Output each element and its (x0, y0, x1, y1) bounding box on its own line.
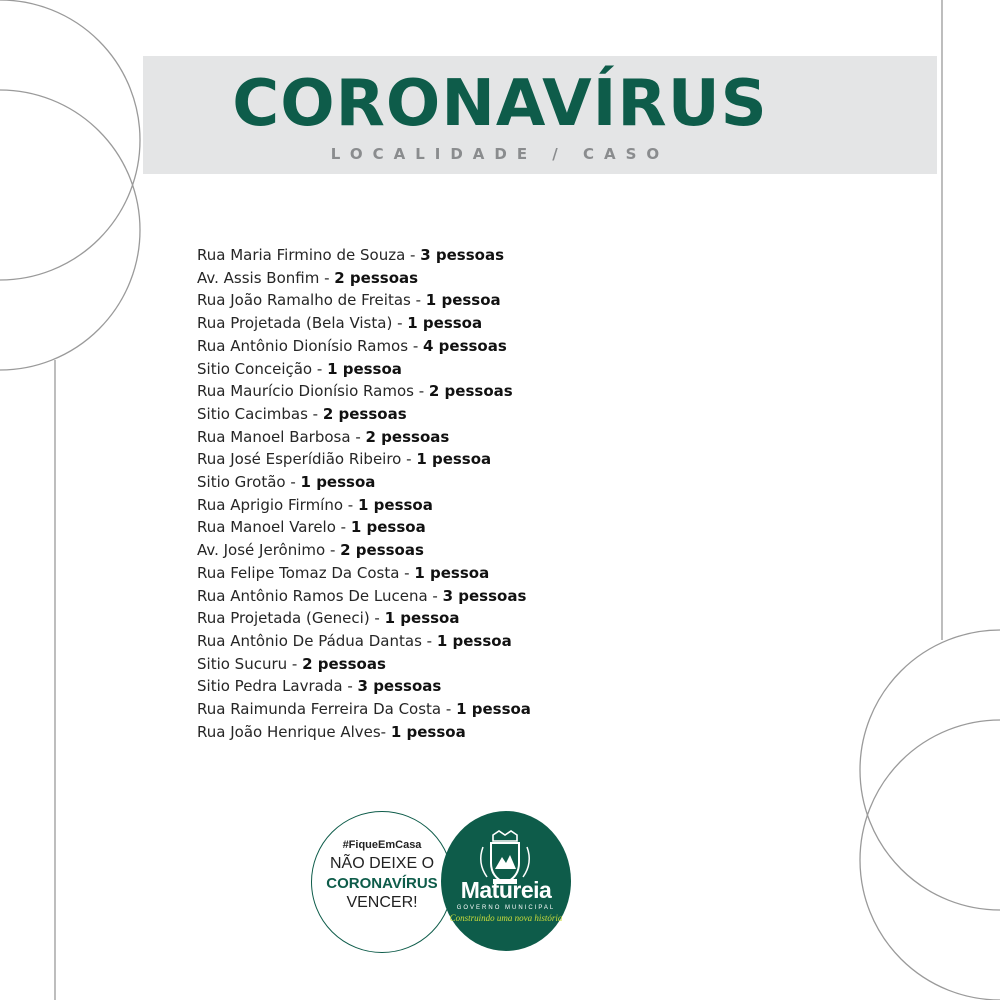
case-list-item (197, 653, 531, 676)
case-count: 2 pessoas (334, 268, 419, 287)
case-location: Rua João Ramalho de Freitas - (197, 291, 426, 310)
case-count: 1 pessoa (390, 722, 466, 741)
case-location: Rua João Henrique Alves- (197, 722, 391, 741)
case-list-item (197, 267, 531, 290)
case-list-item (197, 358, 531, 381)
case-location: Rua Manoel Varelo - (197, 518, 351, 537)
case-count: 1 pessoa (407, 314, 483, 333)
case-location: Rua Antônio De Pádua Dantas - (197, 631, 437, 650)
case-location: Sitio Cacimbas - (197, 404, 323, 423)
case-list-item (197, 585, 531, 608)
case-list-item (197, 721, 531, 744)
brand-slogan: Construindo uma nova história (449, 913, 563, 923)
case-location: Av. Assis Bonfim - (197, 268, 335, 287)
case-location: Sitio Pedra Lavrada - (197, 677, 358, 696)
case-count: 1 pessoa (327, 359, 402, 378)
case-location: Rua Antônio Ramos De Lucena - (197, 586, 443, 605)
case-location: Rua Maurício Dionísio Ramos - (197, 382, 429, 401)
campaign-line-1: NÃO DEIXE O (329, 855, 435, 872)
case-count: 1 pessoa (358, 495, 433, 514)
case-list-item (197, 380, 531, 403)
case-list-item (197, 403, 531, 426)
case-count: 1 pessoa (414, 563, 490, 582)
case-count: 1 pessoa (384, 609, 460, 628)
case-list-item (197, 630, 531, 653)
case-count: 1 pessoa (456, 700, 531, 719)
brand-subtitle: GOVERNO MUNICIPAL (456, 905, 556, 911)
case-count: 2 pessoas (322, 404, 407, 423)
case-count: 2 pessoas (428, 382, 513, 401)
case-location: Av. José Jerônimo - (197, 541, 341, 560)
case-list-item (197, 539, 531, 562)
stay-home-badge (311, 811, 453, 953)
brand-name: Matureia (460, 877, 552, 903)
case-location: Rua Felipe Tomaz Da Costa - (197, 563, 415, 582)
case-list-item (197, 675, 531, 698)
case-list (197, 244, 531, 743)
case-list-item (197, 698, 531, 721)
case-count: 3 pessoas (442, 586, 527, 605)
case-count: 2 pessoas (365, 427, 450, 446)
page-title: CORONAVÍRUS (232, 67, 768, 141)
case-list-item (197, 471, 531, 494)
case-location: Sitio Grotão - (197, 473, 301, 492)
case-list-item (197, 562, 531, 585)
campaign-line-2: CORONAVÍRUS (326, 875, 438, 892)
case-list-item (197, 289, 531, 312)
case-location: Rua Projetada (Geneci) - (197, 609, 385, 628)
case-location: Rua Aprigio Firmíno - (197, 495, 358, 514)
case-list-item (197, 244, 531, 267)
case-count: 3 pessoas (357, 677, 442, 696)
campaign-line-3: VENCER! (346, 894, 418, 911)
page-subtitle: LOCALIDADE / CASO (330, 145, 670, 163)
case-list-item (197, 426, 531, 449)
hashtag-label: #FiqueEmCasa (342, 839, 422, 851)
case-count: 1 pessoa (425, 291, 501, 310)
case-location: Rua Antônio Dionísio Ramos - (197, 336, 423, 355)
case-list-item (197, 607, 531, 630)
case-location: Rua Raimunda Ferreira Da Costa - (197, 700, 457, 719)
case-list-item (197, 448, 531, 471)
case-list-item (197, 516, 531, 539)
case-location: Sitio Conceição - (197, 359, 328, 378)
case-location: Rua Manoel Barbosa - (197, 427, 366, 446)
case-count: 1 pessoa (416, 450, 492, 469)
case-count: 2 pessoas (302, 654, 386, 673)
case-list-item (197, 312, 531, 335)
case-count: 4 pessoas (423, 336, 507, 355)
case-location: Sitio Sucuru - (197, 654, 303, 673)
case-location: Rua Projetada (Bela Vista) - (197, 314, 408, 333)
case-location: Rua Maria Firmino de Souza - (197, 246, 421, 264)
municipal-logo (441, 811, 571, 951)
case-count: 1 pessoa (300, 473, 376, 492)
case-list-item (197, 494, 531, 517)
case-count: 1 pessoa (436, 631, 512, 650)
case-location: Rua José Esperídião Ribeiro - (197, 450, 417, 469)
case-count: 2 pessoas (340, 541, 424, 560)
case-count: 3 pessoas (420, 246, 505, 264)
case-list-item (197, 335, 531, 358)
case-count: 1 pessoa (350, 518, 426, 537)
